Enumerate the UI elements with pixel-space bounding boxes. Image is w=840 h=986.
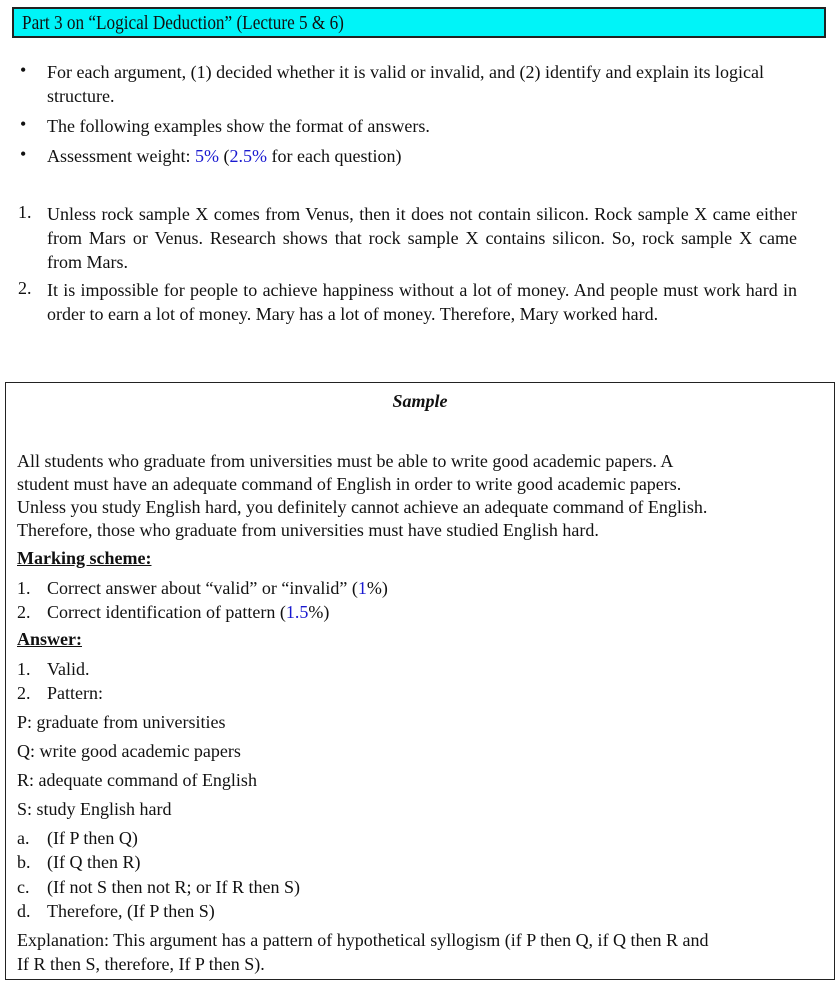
- step-item: [17, 851, 140, 874]
- answer-heading: Answer:: [17, 629, 82, 649]
- step-item: [17, 876, 300, 899]
- definition: P: graduate from universities: [17, 712, 226, 732]
- bullet-icon: •: [20, 60, 27, 80]
- text: for each question): [267, 146, 402, 166]
- marking-item: [17, 601, 329, 624]
- text: %): [308, 602, 330, 622]
- text: (: [219, 146, 230, 166]
- text: (If not S then not R; or If R then S): [47, 877, 300, 897]
- explanation-line: If R then S, therefore, If P then S).: [17, 954, 265, 974]
- marking-scheme-heading: Marking scheme:: [17, 548, 152, 568]
- definition: S: study English hard: [17, 799, 172, 819]
- weight-each: 2.5%: [229, 146, 267, 166]
- item-letter: a.: [17, 828, 30, 848]
- section-header: [12, 7, 826, 38]
- sample-paragraph-line: Unless you study English hard, you definitely cannot achieve an adequate command of English.: [17, 497, 708, 517]
- item-letter: b.: [17, 852, 31, 872]
- sample-title: Sample: [392, 391, 448, 411]
- explanation-line: Explanation: This argument has a pattern of hypothetical syllogism (if P then Q, if Q then R and: [17, 930, 709, 950]
- text: Correct identification of pattern (: [47, 602, 286, 622]
- mark-value: 1.5: [285, 602, 309, 622]
- item-number: 1.: [17, 659, 31, 679]
- weight-total: 5%: [195, 146, 219, 166]
- text: Valid.: [47, 659, 90, 679]
- definition: R: adequate command of English: [17, 770, 257, 790]
- sample-paragraph-line: student must have an adequate command of English in order to write good academic papers.: [17, 474, 682, 494]
- definition: Q: write good academic papers: [17, 741, 241, 761]
- text: Correct answer about “valid” or “invalid” (: [47, 578, 358, 598]
- answer-item: [17, 658, 90, 681]
- sample-paragraph-line: All students who graduate from universities must be able to write good academic papers. A: [17, 451, 674, 471]
- text: (If Q then R): [47, 852, 141, 872]
- item-letter: d.: [17, 901, 31, 921]
- question-text: It is impossible for people to achieve happiness without a lot of money. And people must work hard in order to earn a lot of money. Mary has a lot of money. Therefore, Mary worked hard.: [47, 280, 797, 324]
- mark-value: 1: [357, 578, 367, 598]
- question-text: Unless rock sample X comes from Venus, then it does not contain silicon. Rock sample X came either from Mars or Venus. Research shows that rock sample X contains silicon. So, rock sample X came from Mars.: [47, 204, 797, 272]
- text: %): [366, 578, 388, 598]
- text: Pattern:: [47, 683, 103, 703]
- bullet-text: For each argument, (1) decided whether it is valid or invalid, and (2) identify and explain its logical structure.: [47, 62, 764, 106]
- bullet-text: [47, 144, 807, 168]
- item-number: 2.: [17, 683, 31, 703]
- question-number: 2.: [18, 278, 32, 298]
- text: Therefore, (If P then S): [47, 901, 215, 921]
- bullet-icon: •: [20, 144, 27, 164]
- item-number: 1.: [17, 578, 31, 598]
- sample-box: [5, 382, 835, 980]
- section-title: Part 3 on “Logical Deduction” (Lecture 5 & 6): [22, 12, 344, 34]
- bullet-icon: •: [20, 114, 27, 134]
- step-item: [17, 900, 215, 923]
- answer-item: [17, 682, 103, 705]
- question-number: 1.: [18, 202, 32, 222]
- item-letter: c.: [17, 877, 30, 897]
- sample-paragraph-line: Therefore, those who graduate from universities must have studied English hard.: [17, 520, 599, 540]
- step-item: [17, 827, 138, 850]
- weight-label: Assessment weight:: [47, 146, 195, 166]
- bullet-text: The following examples show the format of answers.: [47, 116, 430, 136]
- item-number: 2.: [17, 602, 31, 622]
- text: (If P then Q): [47, 828, 138, 848]
- marking-item: [17, 577, 388, 600]
